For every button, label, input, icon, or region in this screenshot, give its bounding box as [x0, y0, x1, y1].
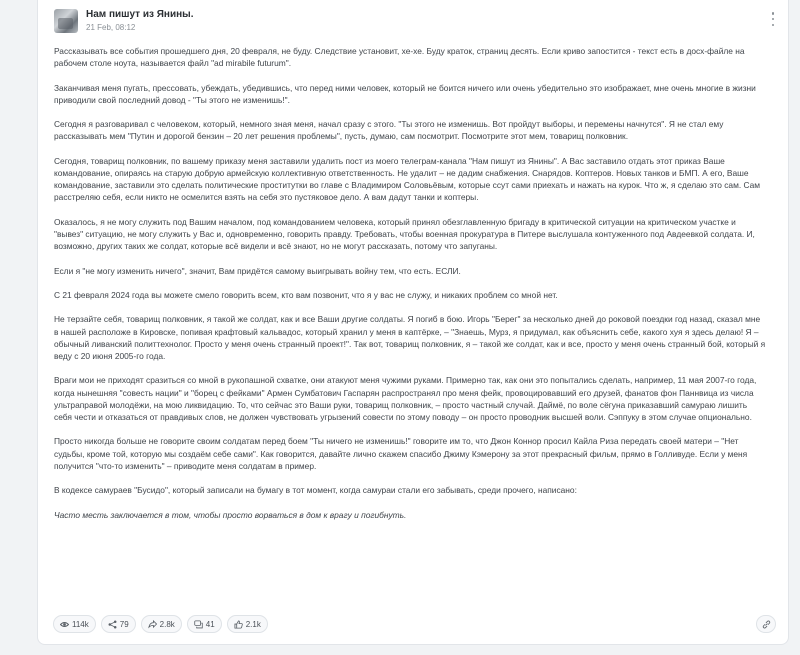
likes-count: 2.1k — [245, 619, 261, 629]
post-paragraph: Рассказывать все события прошедшего дня, 20 февраля, не буду. Следствие установит, хе-хе. Буду краток, страниц десять. Если криво запостится - текст есть в досх-файле на рабочем столе ноута, называется файл "ad mirabile futurum". — [54, 46, 745, 69]
forwards-count: 2.8k — [159, 619, 175, 629]
forwards-stat[interactable] — [141, 615, 182, 633]
post-paragraph: Заканчивая меня пугать, прессовать, убеждать, убедившись, что перед ними человек, который не боится ничего или очень убедительно это изображает, мне очень многие в жизни приводили свой последний довод - "Ты этого не изменишь!". — [54, 82, 756, 105]
post-stats — [53, 615, 268, 633]
post-paragraph: Сегодня я разговаривал с человеком, который, немного зная меня, начал сразу с этого. "Ты этого не изменишь. Вот пройдут выборы, и перемены начнутся". Я не стал ему рассказывать мем "Путин и дорогой бензин – 20 лет решения проблемы", пусть, думаю, сам посмотрит. Посмотрите этот мем, товарищ полковник. — [54, 119, 724, 142]
eye-icon — [60, 620, 69, 629]
forward-icon — [148, 620, 157, 629]
post-paragraph: С 21 февраля 2024 года вы можете смело говорить всем, кто вам позвонит, что я у вас не служу, и никаких проблем со мной нет. — [54, 289, 558, 300]
link-icon — [762, 620, 771, 629]
post-paragraph: Оказалось, я не могу служить под Вашим началом, под командованием человека, который принял обезглавленную бригаду в критической ситуации на критическом участке и "вывез" ситуацию, не могу служить у Вас и, одновременно, говорить правду. Требовать, чтобы военная прокуратура в Питере выслушала контуженного под Авдеевкой солдата. И, возможно, других таких же солдат, которые всё видели и всё знают, но не могут рассказать, потому что запуганы. — [54, 216, 755, 252]
views-stat[interactable] — [53, 615, 96, 633]
channel-avatar[interactable] — [54, 9, 78, 33]
post-paragraph: Сегодня, товарищ полковник, по вашему приказу меня заставили удалить пост из моего телеграм-канала "Нам пишут из Янины". А Вас заставило отдать этот приказ Ваше командование, опираясь на старую добрую армейскую коллективную ответственность. Не удалит – не дадим снабжения. Снарядов. Коптеров. Новых танков и БМП. А его, Ваше командование, заставили это сделать политические проститутки во главе с Владимиром Соловьёвым, которые ссут сами приехать и нажать на курок. Что ж, я сделаю это сам. Сам расстреляю себя, если никто не осмелится взять на себя это пустяковое дело. А вам дадут танки и коптеры. — [54, 155, 761, 203]
post-paragraph: Если я "не могу изменить ничего", значит, Вам придётся самому выигрывать войну тем, что есть. ЕСЛИ. — [54, 265, 461, 276]
copy-link-button[interactable] — [756, 615, 776, 633]
post-header — [54, 6, 193, 36]
post-paragraph: Не терзайте себя, товарищ полковник, я такой же солдат, как и все Ваши другие солдаты. Я погиб в бою. Игорь "Берег" за несколько дней до роковой поездки год назад, сказал мне в нашей расположе в Кировске, попивая крафтовый кальвадос, который хранил у меня в каптёрке, – "Знаешь, Мурз, я придумал, как объяснить себе, какого хуя я здесь делаю! Я – обычный ливанский политтехнолог. Просто у меня очень странный проект!". Так вот, товарищ полковник, я – такой же солдат, как и все, просто у меня очень странный бой, который я веду с 20 июня 2005-го года. — [54, 314, 766, 361]
post-body — [54, 45, 766, 533]
post-paragraph: Просто никогда больше не говорите своим солдатам перед боем "Ты ничего не изменишь!" говорите им то, что Джон Коннор просил Кайла Риза передать своей матери – "Нет судьбы, кроме той, которую мы создаём себе сами". Как говорится, давайте лично скажем спасибо Джиму Кэмерону за этот прекрасный фильм, прямо в Голливуде. Если у меня получится "что-то изменить" – приводите меня солдатам в пример. — [54, 436, 748, 471]
post-paragraph: В кодексе самураев "Бусидо", который записали на бумагу в тот момент, когда самураи стали его забывать, среди прочего, написано: — [54, 485, 577, 496]
post-card — [37, 0, 789, 645]
views-count: 114k — [72, 619, 89, 629]
post-quote: Часто месть заключается в том, чтобы просто ворваться в дом к врагу и погибнуть. — [54, 509, 407, 520]
thumbs-up-icon — [234, 620, 243, 629]
share-icon — [108, 620, 117, 629]
comments-stat[interactable] — [187, 615, 222, 633]
more-vertical-icon[interactable] — [768, 12, 778, 26]
channel-name[interactable]: Нам пишут из Янины. — [86, 9, 194, 20]
comments-icon — [194, 620, 203, 629]
post-paragraph: Враги мои не приходят сразиться со мной в рукопашной схватке, они атакуют меня чужими руками. Примерно так, как они это попытались сделать, например, 11 мая 2007-го года, когда нынешняя "совесть нации" и "борец с фейками" Армен Сумбатович Гаспарян распространял про меня фейк, провоцировавший его друзей, фанатов фон Паннвица из числа ультраправой молодёжи, на мою ликвидацию. То, что сейчас это Ваши руки, товарищ полковник, – просто частный случай. Даймё, по воле сёгуна приказавший самураю лишить себя чести и отказаться от правдивых слов, не должен чувствовать угрызений совести по этому поводу – он просто проводник высшей воли. Сэппуку в этом случае опционально. — [54, 375, 757, 422]
shares-stat[interactable] — [101, 615, 136, 633]
post-date: 21 Feb, 08:12 — [86, 23, 136, 32]
comments-count: 41 — [205, 619, 215, 629]
shares-count: 79 — [119, 619, 129, 629]
likes-stat[interactable] — [227, 615, 268, 633]
